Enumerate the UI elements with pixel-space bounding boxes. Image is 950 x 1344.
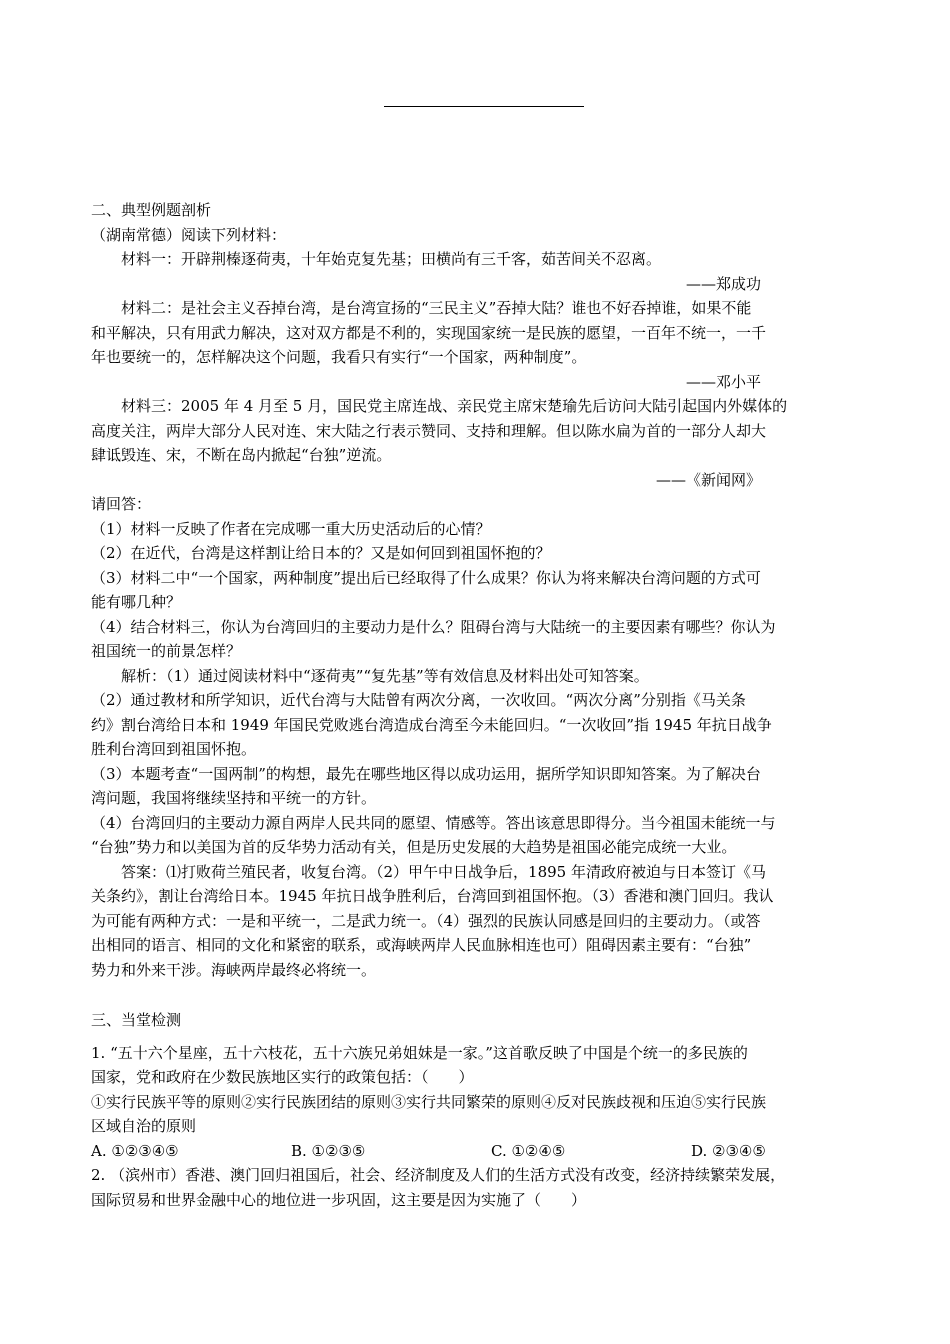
- section-heading: 三、当堂检测: [91, 1011, 182, 1029]
- analysis-3-line: （3）本题考查“一国两制”的构想，最先在哪些地区得以成功运用，据所学知识即知答案。为了解决台: [91, 764, 761, 783]
- answer-line: 势力和外来干涉。海峡两岸最终必将统一。: [91, 960, 377, 979]
- material-3-line: 高度关注，两岸大部分人民对连、宋大陆之行表示赞同、支持和理解。但以陈水扁为首的一部分人却大: [91, 421, 767, 440]
- analysis-4-line: （4）台湾回归的主要动力源自两岸人民共同的愿望、情感等。答出该意思即得分。当今祖国未能统一与: [91, 813, 776, 832]
- option-b: B. ①②③⑤: [291, 1141, 366, 1160]
- analysis-2-line: （2）通过教材和所学知识，近代台湾与大陆曾有两次分离，一次收回。“两次分离”分别指《马关条: [91, 691, 746, 709]
- material-3-line: 肆诋毁连、宋，不断在岛内掀起“台独”逆流。: [91, 446, 392, 464]
- material-2-author: ——邓小平: [685, 372, 761, 391]
- material-1-author: ——郑成功: [685, 274, 761, 293]
- material-2-line: 材料二：是社会主义吞掉台湾，是台湾宣扬的“三民主义”吞掉大陆？谁也不好吞掉谁，如果不能: [121, 299, 752, 317]
- answer-line: 出相同的语言、相同的文化和紧密的联系，或海峡两岸人民血脉相连也可）阻碍因素主要有：“台独”: [91, 936, 752, 954]
- material-1: 材料一：开辟荆榛逐荷夷，十年始克复先基；田横尚有三千客，茹苦间关不忍离。: [121, 250, 662, 268]
- answer-prompt: 请回答：: [91, 495, 152, 513]
- analysis-2-line: 胜利台湾回到祖国怀抱。: [91, 740, 257, 758]
- test-question-1-line: 国家，党和政府在少数民族地区实行的政策包括：（ ）: [91, 1068, 474, 1086]
- test-question-2-line: 2. （滨州市）香港、澳门回归祖国后，社会、经济制度及人们的生活方式没有改变，经济持续繁荣发展，: [91, 1166, 786, 1184]
- test-question-1-line: ①实行民族平等的原则②实行民族团结的原则③实行共同繁荣的原则④反对民族歧视和压迫⑤实行民族: [91, 1092, 767, 1111]
- analysis-3-line: 湾问题，我国将继续坚持和平统一的方针。: [91, 789, 377, 807]
- question-3-line: 能有哪几种？: [91, 593, 182, 611]
- question-4-line: （4）结合材料三，你认为台湾回归的主要动力是什么？阻碍台湾与大陆统一的主要因素有哪些？你认为: [91, 617, 776, 636]
- material-3-author: ——《新闻网》: [655, 470, 761, 489]
- test-question-1-line: 1. “五十六个星座，五十六枝花，五十六族兄弟姐妹是一家。”这首歌反映了中国是个统一的多民族的: [91, 1043, 748, 1062]
- test-question-1-options: [91, 1139, 861, 1164]
- option-a: A. ①②③④⑤: [91, 1141, 179, 1160]
- answer-line: 答案：⑴打败荷兰殖民者，收复台湾。（2）甲午中日战争后，1895 年清政府被迫与日本签订《马: [121, 862, 766, 881]
- material-2-line: 和平解决，只有用武力解决，这对双方都是不利的，实现国家统一是民族的愿望，一百年不统一，一千: [91, 323, 767, 342]
- material-3-line: 材料三：2005 年 4 月至 5 月，国民党主席连战、亲民党主席宋楚瑜先后访问大陆引起国内外媒体的: [121, 397, 788, 415]
- answer-line: 关条约》，割让台湾给日本。1945 年抗日战争胜利后，台湾回到祖国怀抱。（3）香港和澳门回归。我认: [91, 887, 774, 905]
- test-question-2-line: 国际贸易和世界金融中心的地位进一步巩固，这主要是因为实施了（ ）: [91, 1190, 587, 1209]
- analysis-1: 解析：（1）通过阅读材料中“逐荷夷”“复先基”等有效信息及材料出处可知答案。: [121, 666, 649, 685]
- header-rule: [384, 106, 584, 107]
- question-2: （2）在近代，台湾是这样割让给日本的？又是如何回到祖国怀抱的？: [91, 544, 551, 562]
- question-4-line: 祖国统一的前景怎样？: [91, 642, 242, 660]
- question-3-line: （3）材料二中“一个国家，两种制度”提出后已经取得了什么成果？你认为将来解决台湾问题的方式可: [91, 568, 761, 587]
- analysis-2-line: 约》割台湾给日本和 1949 年国民党败逃台湾造成台湾至今未能回归。“一次收回”指 1945 年抗日战争: [91, 715, 772, 734]
- test-question-1-line: 区域自治的原则: [91, 1117, 197, 1135]
- answer-line: 为可能有两种方式：一是和平统一，二是武力统一。（4）强烈的民族认同感是回归的主要动力。（或答: [91, 911, 761, 930]
- material-2-line: 年也要统一的，怎样解决这个问题，我看只有实行“一个国家，两种制度”。: [91, 348, 587, 366]
- document-body: [91, 198, 861, 1212]
- option-c: C. ①②④⑤: [491, 1141, 566, 1160]
- analysis-4-line: “台独”势力和以美国为首的反华势力活动有关，但是历史发展的大趋势是祖国必能完成统一大业。: [91, 838, 737, 856]
- option-d: D. ②③④⑤: [691, 1141, 766, 1160]
- question-1: （1）材料一反映了作者在完成哪一重大历史活动后的心情？: [91, 519, 491, 538]
- question-source: （湖南常德）阅读下列材料：: [91, 225, 287, 244]
- section-heading: 二、典型例题剖析: [91, 201, 212, 219]
